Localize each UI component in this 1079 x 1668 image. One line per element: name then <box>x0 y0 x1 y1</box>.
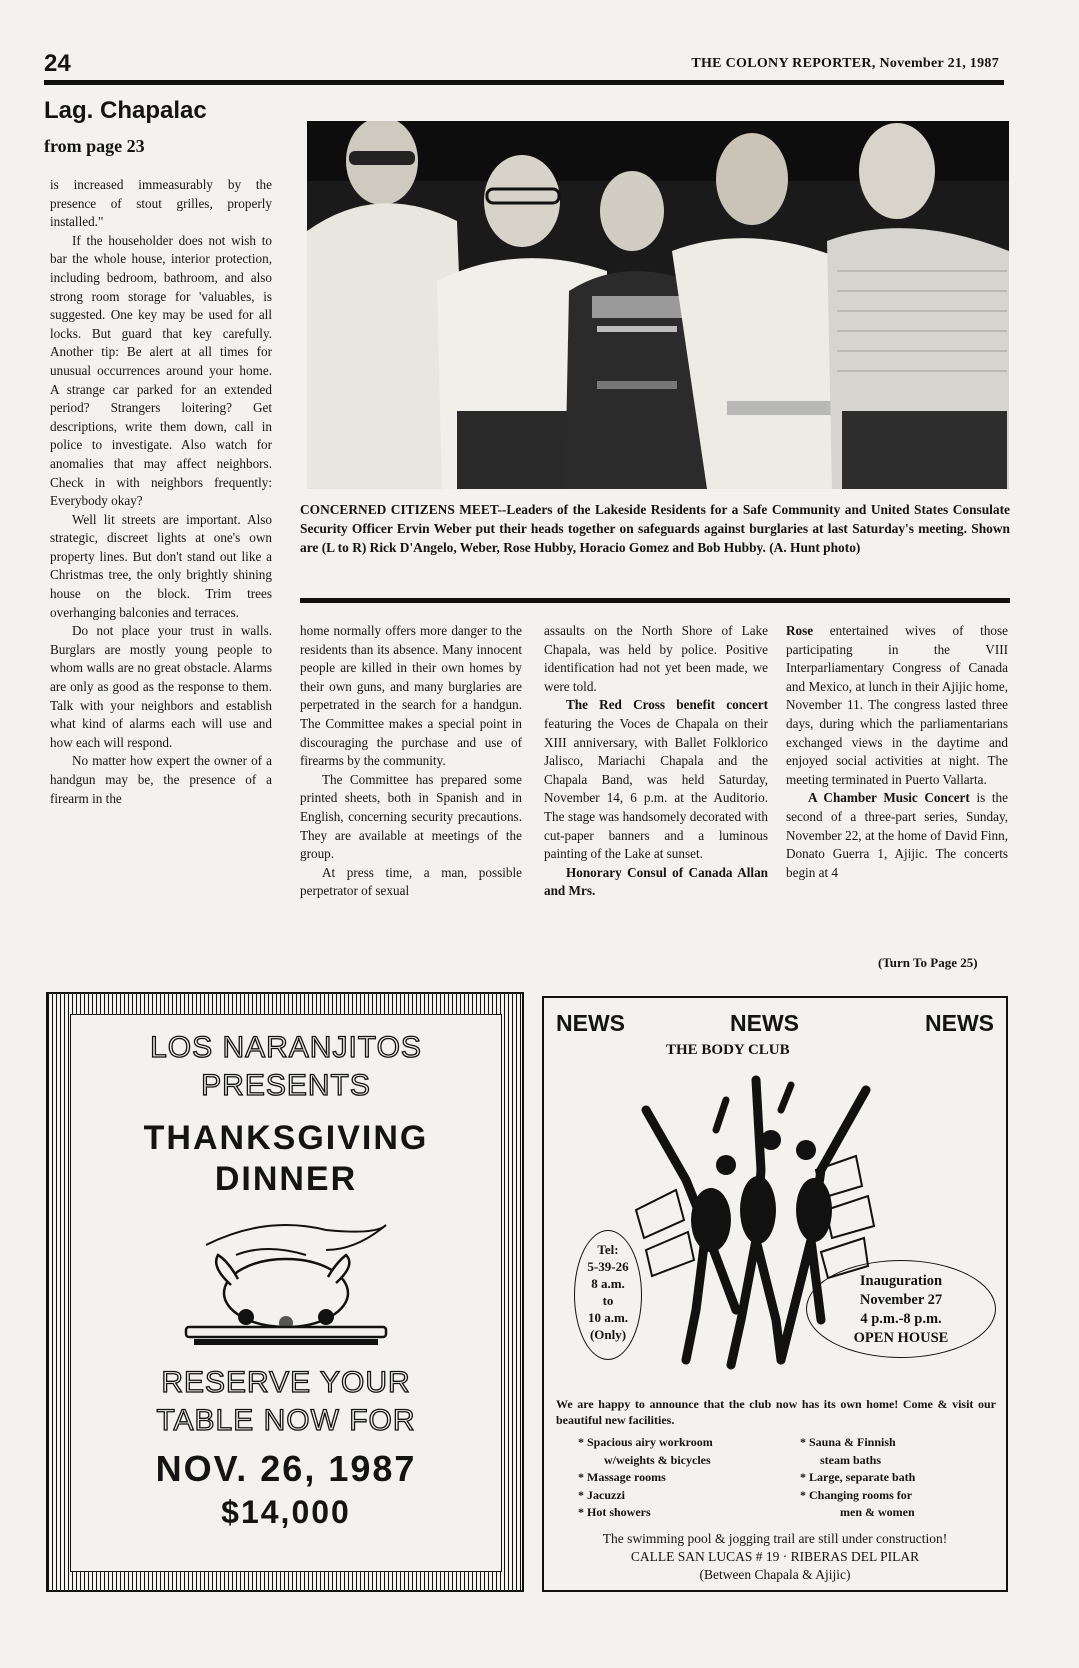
ad-event-title: THANKSGIVING <box>143 1119 429 1157</box>
inaug-line: OPEN HOUSE <box>853 1330 949 1346</box>
news-label-center: NEWS <box>730 1010 799 1036</box>
paragraph-body: entertained wives of those participating in the VIII Interparliamentary Congress of Canada and Mexico, at lunch in their Ajijic home, November 11. The congress lasted three days, during which the parliamentarians exchanged views in the daytime and enjoyed social activities at night. The meeting terminated in Puerto Vallarta. <box>786 623 1008 787</box>
caption-rule <box>300 598 1010 603</box>
ad-table-line: TABLE NOW FOR <box>156 1404 416 1437</box>
feature-item: steam baths <box>820 1452 882 1467</box>
paragraph <box>786 789 1008 882</box>
photo-caption: CONCERNED CITIZENS MEET--Leaders of the Lakeside Residents for a Safe Community and United States Consulate Security Officer Ervin Weber put their heads together on safeguards against burglaries at last Saturday's meeting. Shown are (L to R) Rick D'Angelo, Weber, Rose Hubby, Horacio Gomez and Bob Hubby. (A. Hunt photo) <box>300 502 1010 555</box>
bold-lead: Rose <box>786 623 814 638</box>
inauguration-oval <box>806 1260 996 1358</box>
feature-item: w/weights & bicycles <box>604 1452 711 1467</box>
phone-oval <box>574 1230 642 1360</box>
article-headline: Lag. Chapalac <box>44 97 207 124</box>
article-subhead: from page 23 <box>44 136 145 156</box>
inaug-line: Inauguration <box>859 1273 943 1289</box>
tel-line: 8 a.m. <box>591 1276 625 1291</box>
feature-item: * Massage rooms <box>578 1470 666 1484</box>
feature-item: men & women <box>840 1505 915 1519</box>
inaug-line: 4 p.m.-8 p.m. <box>860 1311 942 1327</box>
article-column-2 <box>300 622 522 901</box>
bold-lead: Honorary Consul of Canada Allan and Mrs. <box>544 864 768 899</box>
feature-item: * Changing rooms for <box>800 1487 913 1502</box>
paragraph: The Committee has prepared some printed sheets, both in Spanish and in English, concerning security precautions. They are available at meetings of the group. <box>300 771 522 862</box>
bold-lead: A Chamber Music Concert <box>808 790 970 806</box>
header-rule <box>44 80 1004 85</box>
turkey-icon <box>176 1205 396 1355</box>
group-photo <box>307 121 1009 489</box>
paragraph: Well lit streets are important. Also strategic, discreet lights at one's own property lines. But don't stand out like a Christmas tree, the only brightly shining house on the block. Trim trees overhanging balconies and terraces. <box>50 511 272 620</box>
club-announcement: We are happy to announce that the club now has its own home! Come & visit our beautiful new facilities. <box>556 1397 996 1427</box>
paragraph: home normally offers more danger to the residents than its absence. Many innocent people are killed in their own homes by their own guns, and many burglaries are perpetrated in the search for a handgun. The Committee makes a special point in discouraging the purchase and use of firearms by the community. <box>300 623 522 769</box>
paragraph: Do not place your trust in walls. Burglars are mostly young people to whom walls are no great obstacle. Alarms are only as good as the response to them. Talk with your neighbors and establish what kind of alarms each will use and how each will respond. <box>50 623 272 750</box>
bold-lead: The Red Cross benefit concert <box>566 697 768 713</box>
continued-note: (Turn To Page 25) <box>878 955 978 970</box>
tel-line: Tel: <box>597 1242 619 1257</box>
feature-item: * Sauna & Finnish <box>800 1435 896 1449</box>
naranjitos-ad <box>46 992 524 1592</box>
tel-line: 10 a.m. <box>587 1310 629 1325</box>
feature-item: * Hot showers <box>578 1505 651 1519</box>
inaug-line: November 27 <box>859 1292 943 1308</box>
page-number: 24 <box>44 50 71 77</box>
tel-line: 5-39-26 <box>587 1259 629 1274</box>
paragraph <box>544 696 768 863</box>
news-label-left: NEWS <box>556 1010 625 1036</box>
paragraph: If the householder does not wish to bar the whole house, interior protection, including bedroom, bathroom, and also strong room storage for 'valuables, is suggested. One key may be used for all locks. But guard that key carefully. Another tip: Be alert at all times for unusual occurrences around your home. A strange car parked for an extended period? Strangers loitering? Get descriptions, write them down, call in police to investigate. Also watch for anomalies that may affect neighbors. Check in with neighbors frequently: Everybody okay? <box>50 232 272 509</box>
body-club-ad <box>542 996 1008 1592</box>
features-left <box>578 1434 713 1522</box>
ad-restaurant-name: LOS NARANJITOS <box>150 1031 422 1064</box>
feature-item: * Jacuzzi <box>578 1487 625 1502</box>
club-name: THE BODY CLUB <box>666 1042 790 1058</box>
paragraph <box>544 864 768 901</box>
ad-event-subtitle: DINNER <box>214 1160 358 1198</box>
ad-price: $14,000 <box>221 1494 351 1530</box>
pool-note: The swimming pool & jogging trail are still under construction! <box>602 1531 948 1546</box>
feature-item: * Large, separate bath <box>800 1470 916 1484</box>
article-column-3 <box>544 622 768 901</box>
feature-item: * Spacious airy workroom <box>578 1435 713 1449</box>
features-right <box>800 1434 915 1522</box>
tel-line: to <box>602 1293 614 1308</box>
paragraph: is increased immeasurably by the presence of stout grilles, properly installed." <box>50 177 272 230</box>
paragraph-body: is the second of a three-part series, Sunday, November 22, at the home of David Finn, Donato Guerra 1, Ajijic. The concerts begin at 4 <box>786 790 1008 880</box>
club-location-note: (Between Chapala & Ajijic) <box>699 1567 851 1582</box>
ad-date: NOV. 26, 1987 <box>155 1448 417 1489</box>
paragraph: assaults on the North Shore of Lake Chapala, was held by police. Positive identification had not yet been made, we were told. <box>544 623 768 694</box>
paragraph: At press time, a man, possible perpetrator of sexual <box>300 864 522 899</box>
paragraph-body: featuring the Voces de Chapala on their XIII anniversary, with Ballet Folklorico Jalisco, Mariachi Chapala and the Chapala Band, was held Saturday, November 14, 6 p.m. at the Auditorio. The stage was handsomely decorated with cut-paper banners and a luminous painting of the Lake at sunset. <box>544 715 768 862</box>
paragraph <box>786 622 1008 789</box>
article-column-4 <box>786 622 1008 882</box>
news-label-right: NEWS <box>925 1010 994 1036</box>
tel-line: (Only) <box>589 1327 627 1342</box>
article-column-1 <box>50 176 272 808</box>
club-address: CALLE SAN LUCAS # 19 · RIBERAS DEL PILAR <box>630 1549 920 1564</box>
newspaper-dateline: THE COLONY REPORTER, November 21, 1987 <box>691 56 999 71</box>
ad-reserve-line: RESERVE YOUR <box>161 1366 411 1399</box>
group-photo-illustration <box>307 121 1009 489</box>
paragraph: No matter how expert the owner of a handgun may be, the presence of a firearm in the <box>50 753 272 806</box>
naranjitos-ad-panel <box>70 1014 502 1572</box>
ad-presents: PRESENTS <box>201 1069 371 1102</box>
